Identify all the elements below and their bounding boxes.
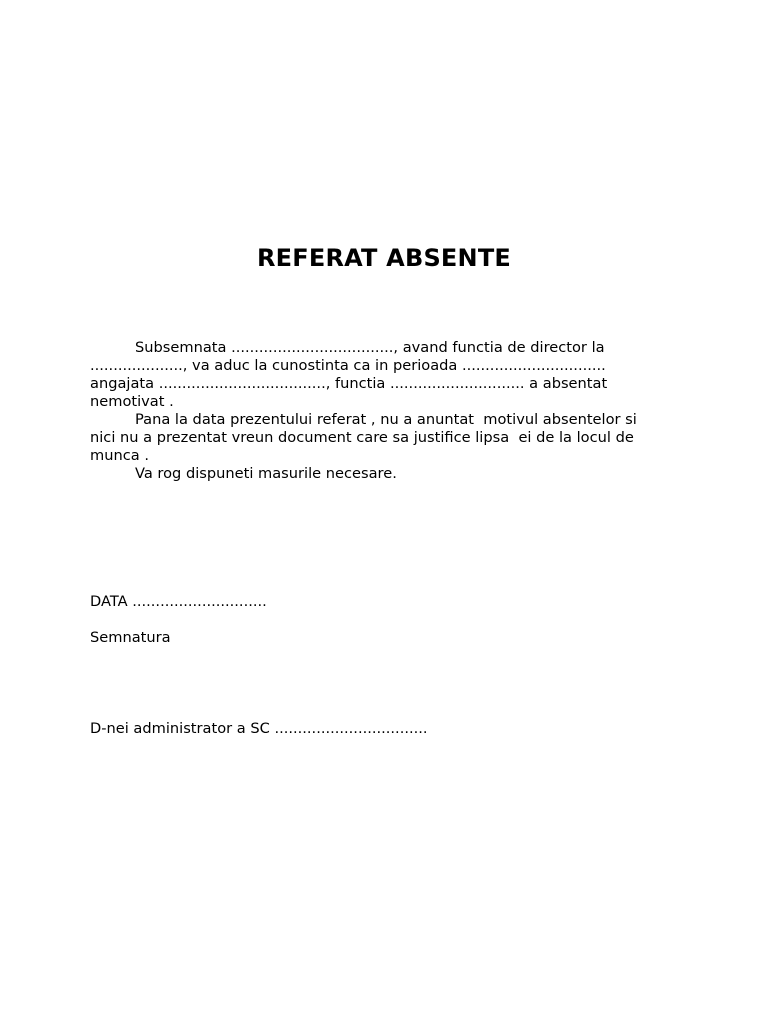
signature-label: Semnatura <box>90 629 171 646</box>
body-line: ...................., va aduc la cunostinta ca in perioada ............................... <box>90 357 606 374</box>
addressee-line: D-nei administrator a SC ................................. <box>90 720 428 737</box>
body-line: munca . <box>90 447 149 464</box>
body-line: Subsemnata ..................................., avand functia de director la <box>135 339 605 356</box>
body-line: nici nu a prezentat vreun document care sa justifice lipsa ei de la locul de <box>90 429 634 446</box>
body-line: Va rog dispuneti masurile necesare. <box>135 465 397 482</box>
date-line: DATA ............................. <box>90 593 267 610</box>
body-line: Pana la data prezentului referat , nu a anuntat motivul absentelor si <box>135 411 637 428</box>
document-body <box>90 339 670 483</box>
body-line: angajata ...................................., functia ............................. a absentat <box>90 375 608 392</box>
body-line: nemotivat . <box>90 393 174 410</box>
document-title: REFERAT ABSENTE <box>257 244 511 272</box>
